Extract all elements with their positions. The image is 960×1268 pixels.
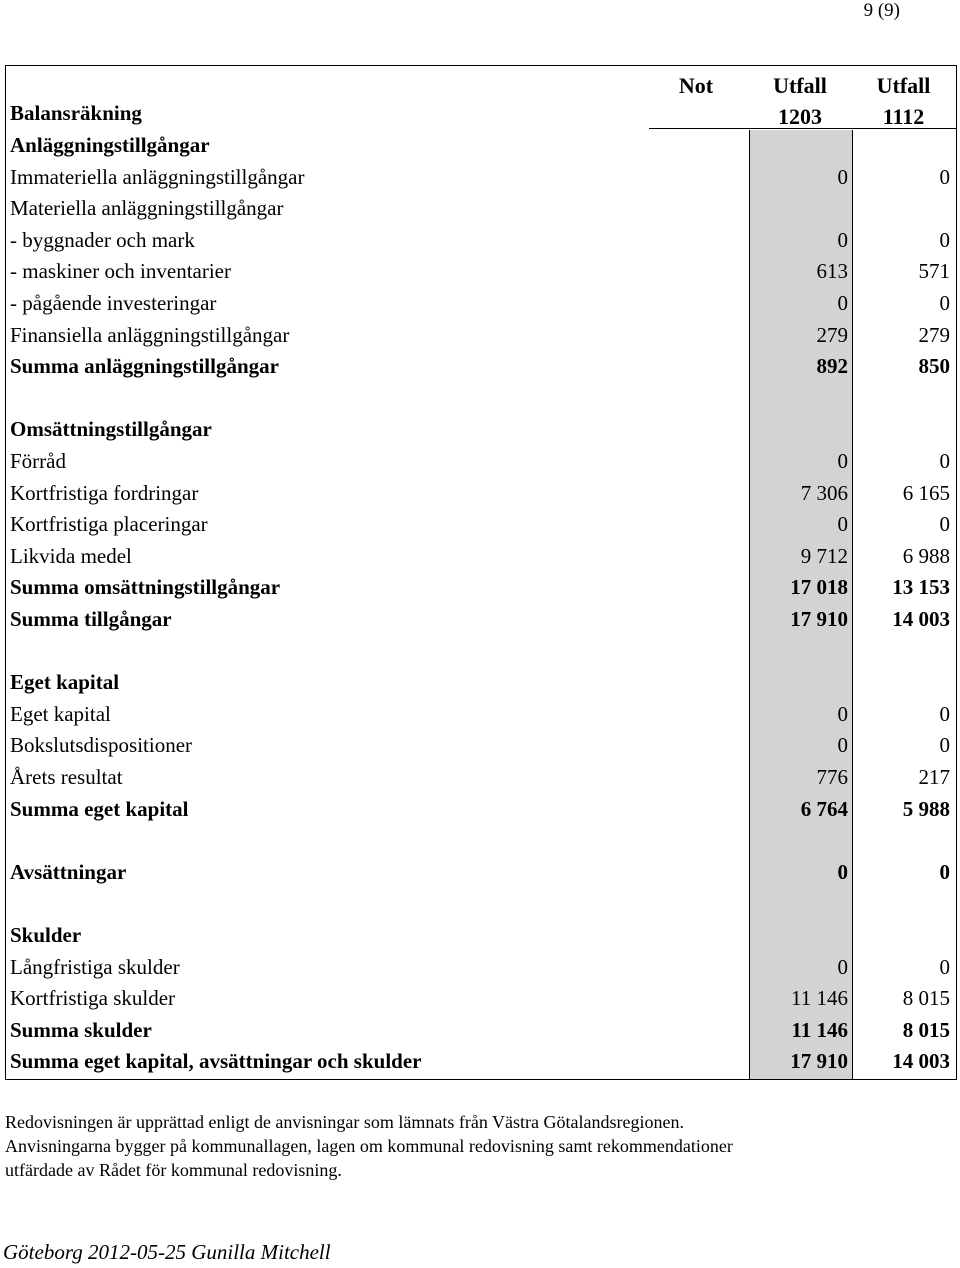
row-label: Anläggningstillgångar <box>10 133 210 157</box>
table-row <box>6 193 956 225</box>
row-value-1112: 6 988 <box>902 543 950 568</box>
table-row <box>6 667 956 699</box>
row-value-1112: 0 <box>939 954 950 979</box>
row-label: Summa tillgångar <box>10 607 172 631</box>
row-value-1112: 14 003 <box>892 1049 950 1074</box>
row-value-1203: 7 306 <box>800 480 848 505</box>
table-row <box>6 636 956 668</box>
row-value-1112: 279 <box>918 322 950 347</box>
table-row <box>6 762 956 794</box>
row-value-1203: 279 <box>816 322 848 347</box>
row-value-1112: 5 988 <box>902 796 950 821</box>
signature: Göteborg 2012-05-25 Gunilla Mitchell <box>3 1240 331 1264</box>
row-label: Likvida medel <box>10 543 132 568</box>
col1-header-line2: 1203 <box>778 104 822 129</box>
table-row <box>6 320 956 352</box>
row-label: Skulder <box>10 923 82 947</box>
row-label: Kortfristiga skulder <box>10 986 176 1011</box>
row-value-1112: 217 <box>918 765 950 789</box>
table-row <box>6 699 956 731</box>
row-value-1203: 6 764 <box>800 796 848 821</box>
row-value-1203: 17 018 <box>790 575 848 600</box>
row-value-1203: 0 <box>837 701 848 726</box>
row-value-1203: 11 146 <box>791 1017 848 1042</box>
table-row <box>6 920 956 952</box>
row-value-1203: 17 910 <box>790 1049 848 1074</box>
table-row <box>6 225 956 257</box>
note-line: utfärdade av Rådet för kommunal redovisning. <box>5 1160 342 1180</box>
table-row <box>6 983 956 1015</box>
row-value-1203: 0 <box>837 449 848 473</box>
row-label: Summa eget kapital <box>10 796 189 821</box>
row-label: Summa anläggningstillgångar <box>10 354 279 379</box>
row-label: Kortfristiga fordringar <box>10 480 199 505</box>
note-line: Anvisningarna bygger på kommunallagen, lagen om kommunal redovisning samt rekommendationer <box>5 1136 733 1156</box>
table-row <box>6 446 956 478</box>
table-row <box>6 414 956 446</box>
row-value-1112: 0 <box>939 859 950 884</box>
row-label: Materiella anläggningstillgångar <box>10 196 284 221</box>
row-value-1112: 0 <box>939 227 950 252</box>
row-value-1203: 0 <box>837 512 848 537</box>
row-value-1203: 17 910 <box>790 607 848 631</box>
row-label: Eget kapital <box>10 701 111 726</box>
col1-header-line1: Utfall <box>773 73 827 98</box>
table-row <box>6 794 956 826</box>
row-label: Bokslutsdispositioner <box>10 733 193 758</box>
row-label: Avsättningar <box>10 859 127 884</box>
row-value-1112: 0 <box>939 164 950 189</box>
row-label: Summa skulder <box>10 1017 152 1042</box>
table-row <box>6 952 956 984</box>
table-row <box>6 857 956 889</box>
table-row <box>6 825 956 857</box>
row-value-1112: 571 <box>918 259 950 284</box>
row-label: Summa eget kapital, avsättningar och skulder <box>10 1049 422 1074</box>
row-label: Eget kapital <box>10 670 120 695</box>
col2-header-line1: Utfall <box>876 73 931 98</box>
table-row <box>6 383 956 415</box>
row-label: - pågående investeringar <box>10 291 217 315</box>
row-value-1112: 0 <box>939 733 950 758</box>
row-label: - maskiner och inventarier <box>10 259 231 284</box>
row-value-1112: 8 015 <box>902 986 950 1011</box>
row-value-1203: 11 146 <box>791 986 848 1011</box>
row-value-1112: 0 <box>939 512 950 537</box>
row-value-1112: 6 165 <box>902 480 950 505</box>
row-label: Immateriella anläggningstillgångar <box>10 164 305 189</box>
table-row <box>6 604 956 636</box>
row-label: - byggnader och mark <box>10 227 195 252</box>
row-label: Årets resultat <box>10 765 123 789</box>
title-row <box>6 98 956 130</box>
not-column-header <box>651 70 741 101</box>
row-label: Förråd <box>10 449 66 473</box>
table-row <box>6 162 956 194</box>
table-row <box>6 478 956 510</box>
row-value-1112: 0 <box>939 291 950 315</box>
row-value-1203: 9 712 <box>800 543 848 568</box>
row-label: Kortfristiga placeringar <box>10 512 208 537</box>
row-value-1203: 0 <box>837 227 848 252</box>
row-value-1203: 892 <box>816 354 848 379</box>
row-value-1112: 14 003 <box>892 607 950 631</box>
balance-sheet-table <box>5 65 957 1080</box>
row-value-1112: 13 153 <box>892 575 950 600</box>
row-value-1112: 850 <box>918 354 950 379</box>
row-value-1203: 0 <box>837 954 848 979</box>
table-row <box>6 541 956 573</box>
row-value-1203: 0 <box>837 164 848 189</box>
table-row <box>6 572 956 604</box>
row-value-1112: 0 <box>939 701 950 726</box>
table-row <box>6 509 956 541</box>
table-row <box>6 888 956 920</box>
table-row <box>6 256 956 288</box>
row-value-1203: 613 <box>816 259 848 284</box>
table-row <box>6 1015 956 1047</box>
page-number: 9 (9) <box>863 0 900 21</box>
row-label: Omsättningstillgångar <box>10 417 212 442</box>
table-row <box>6 1046 956 1078</box>
row-value-1112: 0 <box>939 449 950 473</box>
table-row <box>6 351 956 383</box>
balance-sheet-title: Balansräkning <box>10 101 142 125</box>
col2-header-line2: 1112 <box>882 104 925 129</box>
row-value-1203: 776 <box>816 765 848 789</box>
table-row <box>6 288 956 320</box>
row-label: Finansiella anläggningstillgångar <box>10 322 290 347</box>
row-value-1112: 8 015 <box>902 1017 950 1042</box>
table-row <box>6 730 956 762</box>
table-row <box>6 130 956 162</box>
row-value-1203: 0 <box>837 733 848 758</box>
not-header-label: Not <box>678 73 714 98</box>
row-label: Summa omsättningstillgångar <box>10 575 281 600</box>
row-value-1203: 0 <box>837 859 848 884</box>
note-line: Redovisningen är upprättad enligt de anvisningar som lämnats från Västra Götalandsregionen. <box>5 1112 684 1132</box>
row-value-1203: 0 <box>837 291 848 315</box>
row-label: Långfristiga skulder <box>10 954 180 979</box>
